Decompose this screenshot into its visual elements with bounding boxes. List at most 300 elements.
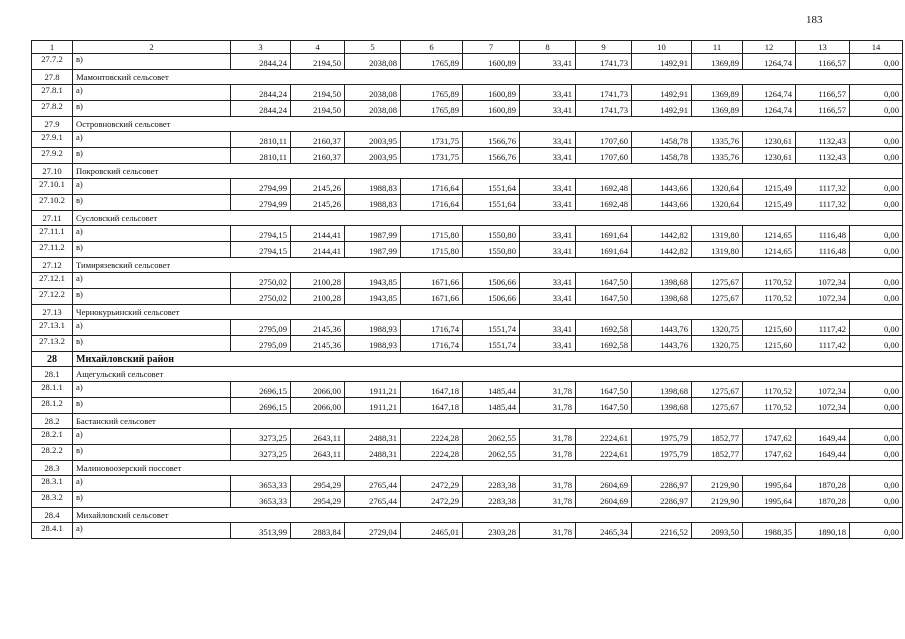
section-name: Михайловский сельсовет <box>73 508 903 523</box>
row-code: 28.4 <box>32 508 73 523</box>
value-cell: 33,41 <box>520 336 576 352</box>
section-name: Чернокурьинский сельсовет <box>73 305 903 320</box>
value-cell: 2003,95 <box>345 148 401 164</box>
value-cell: 33,41 <box>520 195 576 211</box>
value-cell: 1765,89 <box>401 54 463 70</box>
value-cell: 2795,09 <box>231 320 291 336</box>
value-cell: 1485,44 <box>463 398 520 414</box>
row-label: а) <box>73 226 231 242</box>
row-code: 28 <box>32 352 73 367</box>
value-cell: 1890,18 <box>796 523 850 539</box>
row-code: 27.12.1 <box>32 273 73 289</box>
table-row <box>32 85 903 101</box>
value-cell: 2643,11 <box>291 445 345 461</box>
value-cell: 1319,80 <box>692 242 743 258</box>
value-cell: 0,00 <box>850 101 903 117</box>
table-row <box>32 101 903 117</box>
value-cell: 33,41 <box>520 54 576 70</box>
value-cell: 1716,64 <box>401 195 463 211</box>
value-cell: 2604,69 <box>576 492 632 508</box>
value-cell: 1335,76 <box>692 148 743 164</box>
value-cell: 1215,60 <box>743 320 796 336</box>
value-cell: 1707,60 <box>576 132 632 148</box>
value-cell: 1320,64 <box>692 179 743 195</box>
value-cell: 1716,74 <box>401 320 463 336</box>
value-cell: 1170,52 <box>743 382 796 398</box>
value-cell: 0,00 <box>850 242 903 258</box>
column-number: 10 <box>632 41 692 54</box>
value-cell: 2729,04 <box>345 523 401 539</box>
value-cell: 1442,82 <box>632 226 692 242</box>
value-cell: 2194,50 <box>291 85 345 101</box>
value-cell: 0,00 <box>850 195 903 211</box>
value-cell: 1116,48 <box>796 242 850 258</box>
value-cell: 1230,61 <box>743 148 796 164</box>
value-cell: 0,00 <box>850 85 903 101</box>
value-cell: 1398,68 <box>632 289 692 305</box>
value-cell: 2283,38 <box>463 492 520 508</box>
section-name: Бастанский сельсовет <box>73 414 903 429</box>
row-code: 28.3.1 <box>32 476 73 492</box>
value-cell: 1072,34 <box>796 273 850 289</box>
value-cell: 0,00 <box>850 273 903 289</box>
row-code: 28.3 <box>32 461 73 476</box>
value-cell: 33,41 <box>520 132 576 148</box>
row-code: 27.12 <box>32 258 73 273</box>
row-code: 27.8.2 <box>32 101 73 117</box>
row-label: а) <box>73 320 231 336</box>
value-cell: 1765,89 <box>401 101 463 117</box>
value-cell: 1731,75 <box>401 148 463 164</box>
value-cell: 2283,38 <box>463 476 520 492</box>
value-cell: 0,00 <box>850 289 903 305</box>
value-cell: 2794,15 <box>231 226 291 242</box>
value-cell: 1715,80 <box>401 226 463 242</box>
value-cell: 1072,34 <box>796 382 850 398</box>
value-cell: 1320,75 <box>692 336 743 352</box>
table-row <box>32 492 903 508</box>
value-cell: 33,41 <box>520 226 576 242</box>
value-cell: 1716,64 <box>401 179 463 195</box>
row-code: 27.9.2 <box>32 148 73 164</box>
section-row <box>32 461 903 476</box>
value-cell: 1170,52 <box>743 398 796 414</box>
row-label: а) <box>73 523 231 539</box>
value-cell: 1398,68 <box>632 382 692 398</box>
value-cell: 2100,28 <box>291 273 345 289</box>
table-row <box>32 382 903 398</box>
value-cell: 2472,29 <box>401 492 463 508</box>
section-row <box>32 367 903 382</box>
value-cell: 1870,28 <box>796 476 850 492</box>
value-cell: 1988,93 <box>345 336 401 352</box>
value-cell: 3273,25 <box>231 445 291 461</box>
value-cell: 2643,11 <box>291 429 345 445</box>
column-number: 13 <box>796 41 850 54</box>
value-cell: 33,41 <box>520 85 576 101</box>
value-cell: 1117,32 <box>796 179 850 195</box>
value-cell: 2145,26 <box>291 179 345 195</box>
value-cell: 1166,57 <box>796 54 850 70</box>
value-cell: 0,00 <box>850 382 903 398</box>
value-cell: 1264,74 <box>743 85 796 101</box>
value-cell: 2954,29 <box>291 492 345 508</box>
value-cell: 2160,37 <box>291 132 345 148</box>
value-cell: 2303,28 <box>463 523 520 539</box>
column-number: 4 <box>291 41 345 54</box>
value-cell: 1264,74 <box>743 101 796 117</box>
value-cell: 0,00 <box>850 492 903 508</box>
value-cell: 1647,50 <box>576 398 632 414</box>
row-label: а) <box>73 273 231 289</box>
value-cell: 2224,28 <box>401 445 463 461</box>
value-cell: 2145,36 <box>291 336 345 352</box>
value-cell: 1215,60 <box>743 336 796 352</box>
value-cell: 1398,68 <box>632 273 692 289</box>
value-cell: 31,78 <box>520 492 576 508</box>
row-label: в) <box>73 398 231 414</box>
value-cell: 2003,95 <box>345 132 401 148</box>
section-row <box>32 70 903 85</box>
value-cell: 0,00 <box>850 132 903 148</box>
value-cell: 1943,85 <box>345 273 401 289</box>
value-cell: 1551,74 <box>463 336 520 352</box>
row-label: в) <box>73 195 231 211</box>
section-row <box>32 305 903 320</box>
value-cell: 2844,24 <box>231 54 291 70</box>
row-code: 28.2.2 <box>32 445 73 461</box>
value-cell: 31,78 <box>520 382 576 398</box>
value-cell: 1369,89 <box>692 101 743 117</box>
row-code: 27.13.1 <box>32 320 73 336</box>
value-cell: 2883,84 <box>291 523 345 539</box>
row-label: а) <box>73 85 231 101</box>
value-cell: 1551,64 <box>463 195 520 211</box>
value-cell: 1132,43 <box>796 148 850 164</box>
row-code: 27.7.2 <box>32 54 73 70</box>
value-cell: 2066,00 <box>291 382 345 398</box>
row-label: а) <box>73 132 231 148</box>
value-cell: 31,78 <box>520 398 576 414</box>
row-code: 28.2 <box>32 414 73 429</box>
value-cell: 1741,73 <box>576 85 632 101</box>
value-cell: 1214,65 <box>743 242 796 258</box>
value-cell: 2224,28 <box>401 429 463 445</box>
value-cell: 1995,64 <box>743 476 796 492</box>
column-number: 12 <box>743 41 796 54</box>
value-cell: 1691,64 <box>576 242 632 258</box>
value-cell: 1215,49 <box>743 179 796 195</box>
value-cell: 0,00 <box>850 429 903 445</box>
value-cell: 1458,78 <box>632 132 692 148</box>
section-row <box>32 508 903 523</box>
table-row <box>32 242 903 258</box>
value-cell: 1166,57 <box>796 85 850 101</box>
value-cell: 1485,44 <box>463 382 520 398</box>
district-name: Михайловский район <box>73 352 903 367</box>
row-code: 27.10 <box>32 164 73 179</box>
value-cell: 1506,66 <box>463 273 520 289</box>
value-cell: 1692,48 <box>576 195 632 211</box>
section-name: Тимирязевский сельсовет <box>73 258 903 273</box>
value-cell: 2144,41 <box>291 242 345 258</box>
value-cell: 1215,49 <box>743 195 796 211</box>
value-cell: 1671,66 <box>401 273 463 289</box>
value-cell: 2488,31 <box>345 429 401 445</box>
value-cell: 2750,02 <box>231 289 291 305</box>
section-row <box>32 164 903 179</box>
value-cell: 1566,76 <box>463 132 520 148</box>
value-cell: 1731,75 <box>401 132 463 148</box>
value-cell: 1319,80 <box>692 226 743 242</box>
row-code: 28.3.2 <box>32 492 73 508</box>
value-cell: 1398,68 <box>632 398 692 414</box>
value-cell: 1911,21 <box>345 398 401 414</box>
row-label: а) <box>73 429 231 445</box>
value-cell: 2093,50 <box>692 523 743 539</box>
value-cell: 2472,29 <box>401 476 463 492</box>
value-cell: 1647,18 <box>401 382 463 398</box>
value-cell: 0,00 <box>850 54 903 70</box>
section-row <box>32 211 903 226</box>
value-cell: 1117,32 <box>796 195 850 211</box>
value-cell: 0,00 <box>850 226 903 242</box>
value-cell: 1443,76 <box>632 320 692 336</box>
row-code: 27.13 <box>32 305 73 320</box>
row-code: 27.11 <box>32 211 73 226</box>
column-number: 11 <box>692 41 743 54</box>
section-row <box>32 117 903 132</box>
value-cell: 1987,99 <box>345 226 401 242</box>
value-cell: 33,41 <box>520 179 576 195</box>
value-cell: 0,00 <box>850 398 903 414</box>
value-cell: 33,41 <box>520 148 576 164</box>
value-cell: 2954,29 <box>291 476 345 492</box>
value-cell: 31,78 <box>520 523 576 539</box>
value-cell: 2844,24 <box>231 101 291 117</box>
table-body <box>32 41 903 539</box>
section-name: Островновский сельсовет <box>73 117 903 132</box>
value-cell: 1870,28 <box>796 492 850 508</box>
value-cell: 31,78 <box>520 476 576 492</box>
value-cell: 2465,34 <box>576 523 632 539</box>
value-cell: 1170,52 <box>743 273 796 289</box>
value-cell: 1566,76 <box>463 148 520 164</box>
row-code: 27.11.2 <box>32 242 73 258</box>
value-cell: 2794,15 <box>231 242 291 258</box>
table-row <box>32 523 903 539</box>
section-row <box>32 258 903 273</box>
row-label: в) <box>73 242 231 258</box>
value-cell: 2844,24 <box>231 85 291 101</box>
value-cell: 1492,91 <box>632 101 692 117</box>
value-cell: 1550,80 <box>463 226 520 242</box>
value-cell: 1506,66 <box>463 289 520 305</box>
value-cell: 2194,50 <box>291 101 345 117</box>
value-cell: 1692,58 <box>576 320 632 336</box>
section-name: Малиновоозерский поссовет <box>73 461 903 476</box>
value-cell: 1230,61 <box>743 132 796 148</box>
value-cell: 1275,67 <box>692 273 743 289</box>
table-row <box>32 273 903 289</box>
value-cell: 1492,91 <box>632 54 692 70</box>
value-cell: 1117,42 <box>796 320 850 336</box>
value-cell: 1911,21 <box>345 382 401 398</box>
row-label: в) <box>73 148 231 164</box>
table-row <box>32 445 903 461</box>
value-cell: 1600,89 <box>463 85 520 101</box>
column-number: 9 <box>576 41 632 54</box>
value-cell: 2224,61 <box>576 445 632 461</box>
column-number: 2 <box>73 41 231 54</box>
value-cell: 1132,43 <box>796 132 850 148</box>
value-cell: 31,78 <box>520 445 576 461</box>
value-cell: 0,00 <box>850 336 903 352</box>
value-cell: 1600,89 <box>463 54 520 70</box>
row-code: 28.1.1 <box>32 382 73 398</box>
value-cell: 1715,80 <box>401 242 463 258</box>
table-row <box>32 226 903 242</box>
value-cell: 0,00 <box>850 476 903 492</box>
value-cell: 1335,76 <box>692 132 743 148</box>
table-row <box>32 476 903 492</box>
table-row <box>32 289 903 305</box>
value-cell: 1852,77 <box>692 445 743 461</box>
value-cell: 2224,61 <box>576 429 632 445</box>
value-cell: 3513,99 <box>231 523 291 539</box>
value-cell: 1320,75 <box>692 320 743 336</box>
value-cell: 33,41 <box>520 101 576 117</box>
value-cell: 2810,11 <box>231 148 291 164</box>
row-code: 28.4.1 <box>32 523 73 539</box>
value-cell: 2145,26 <box>291 195 345 211</box>
value-cell: 2794,99 <box>231 195 291 211</box>
table-row <box>32 132 903 148</box>
value-cell: 1369,89 <box>692 54 743 70</box>
row-label: в) <box>73 336 231 352</box>
value-cell: 1214,65 <box>743 226 796 242</box>
value-cell: 1765,89 <box>401 85 463 101</box>
value-cell: 33,41 <box>520 320 576 336</box>
column-number: 7 <box>463 41 520 54</box>
value-cell: 2038,08 <box>345 54 401 70</box>
value-cell: 3273,25 <box>231 429 291 445</box>
row-label: в) <box>73 54 231 70</box>
value-cell: 1072,34 <box>796 289 850 305</box>
value-cell: 1647,50 <box>576 382 632 398</box>
value-cell: 1852,77 <box>692 429 743 445</box>
value-cell: 1492,91 <box>632 85 692 101</box>
value-cell: 1275,67 <box>692 398 743 414</box>
value-cell: 2286,97 <box>632 492 692 508</box>
table-row <box>32 195 903 211</box>
value-cell: 33,41 <box>520 273 576 289</box>
value-cell: 1988,35 <box>743 523 796 539</box>
value-cell: 2038,08 <box>345 85 401 101</box>
row-code: 27.10.1 <box>32 179 73 195</box>
value-cell: 2765,44 <box>345 476 401 492</box>
row-code: 27.9 <box>32 117 73 132</box>
value-cell: 1707,60 <box>576 148 632 164</box>
value-cell: 2194,50 <box>291 54 345 70</box>
row-label: в) <box>73 492 231 508</box>
value-cell: 1443,66 <box>632 195 692 211</box>
value-cell: 1072,34 <box>796 398 850 414</box>
value-cell: 1747,62 <box>743 445 796 461</box>
value-cell: 1747,62 <box>743 429 796 445</box>
value-cell: 1988,83 <box>345 195 401 211</box>
value-cell: 1647,18 <box>401 398 463 414</box>
table-row <box>32 320 903 336</box>
value-cell: 3653,33 <box>231 492 291 508</box>
page-number: 183 <box>806 14 823 26</box>
value-cell: 1692,58 <box>576 336 632 352</box>
value-cell: 33,41 <box>520 289 576 305</box>
value-cell: 1551,74 <box>463 320 520 336</box>
value-cell: 1649,44 <box>796 445 850 461</box>
row-label: в) <box>73 101 231 117</box>
column-number: 6 <box>401 41 463 54</box>
table-row <box>32 336 903 352</box>
row-code: 27.8 <box>32 70 73 85</box>
value-cell: 0,00 <box>850 445 903 461</box>
value-cell: 2160,37 <box>291 148 345 164</box>
district-row <box>32 352 903 367</box>
value-cell: 1443,76 <box>632 336 692 352</box>
value-cell: 1550,80 <box>463 242 520 258</box>
value-cell: 2765,44 <box>345 492 401 508</box>
value-cell: 0,00 <box>850 320 903 336</box>
column-number-row <box>32 41 903 54</box>
value-cell: 1647,50 <box>576 273 632 289</box>
value-cell: 2038,08 <box>345 101 401 117</box>
value-cell: 1369,89 <box>692 85 743 101</box>
table-row <box>32 429 903 445</box>
value-cell: 1741,73 <box>576 101 632 117</box>
value-cell: 2795,09 <box>231 336 291 352</box>
value-cell: 1988,93 <box>345 320 401 336</box>
table-row <box>32 54 903 70</box>
row-code: 27.11.1 <box>32 226 73 242</box>
table-row <box>32 398 903 414</box>
row-label: а) <box>73 179 231 195</box>
value-cell: 3653,33 <box>231 476 291 492</box>
value-cell: 2066,00 <box>291 398 345 414</box>
value-cell: 1671,66 <box>401 289 463 305</box>
value-cell: 1166,57 <box>796 101 850 117</box>
column-number: 1 <box>32 41 73 54</box>
value-cell: 2465,01 <box>401 523 463 539</box>
value-cell: 1170,52 <box>743 289 796 305</box>
value-cell: 1551,64 <box>463 179 520 195</box>
value-cell: 31,78 <box>520 429 576 445</box>
value-cell: 1692,48 <box>576 179 632 195</box>
row-label: а) <box>73 476 231 492</box>
table-row <box>32 148 903 164</box>
value-cell: 1741,73 <box>576 54 632 70</box>
value-cell: 1649,44 <box>796 429 850 445</box>
value-cell: 1275,67 <box>692 289 743 305</box>
value-cell: 1987,99 <box>345 242 401 258</box>
value-cell: 1443,66 <box>632 179 692 195</box>
row-code: 27.13.2 <box>32 336 73 352</box>
value-cell: 2145,36 <box>291 320 345 336</box>
value-cell: 2488,31 <box>345 445 401 461</box>
row-label: в) <box>73 445 231 461</box>
column-number: 3 <box>231 41 291 54</box>
row-code: 27.8.1 <box>32 85 73 101</box>
value-cell: 2062,55 <box>463 445 520 461</box>
